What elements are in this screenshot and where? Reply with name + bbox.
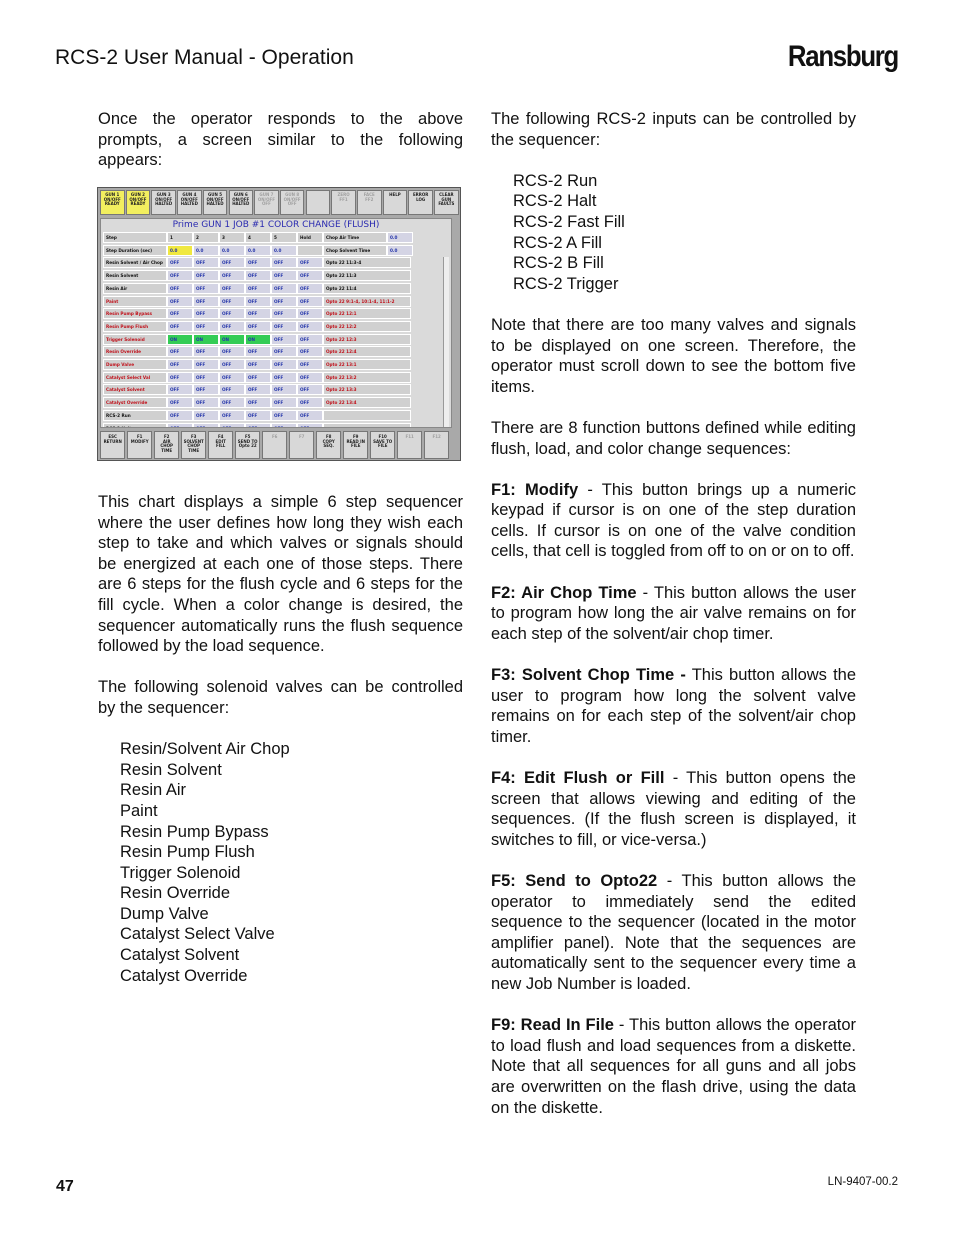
valve-state-cell[interactable]: OFF — [167, 308, 193, 319]
function-key-label: F9 — [352, 434, 359, 439]
valves-list — [120, 739, 463, 986]
valve-state-cell[interactable]: OFF — [245, 296, 271, 307]
f9-description — [491, 1015, 856, 1118]
toolbar-button-label: FAULTS — [438, 201, 455, 206]
valve-state-cell[interactable]: OFF — [297, 334, 323, 345]
function-key-button[interactable] — [289, 431, 314, 459]
function-key-label: FILE — [377, 443, 388, 448]
valve-item: Trigger Solenoid — [120, 863, 241, 882]
f2-description — [491, 583, 856, 645]
valve-state-cell[interactable]: OFF — [297, 283, 323, 294]
inputs-list — [513, 171, 856, 295]
toolbar-button-label: CLEAR — [439, 192, 454, 197]
row-label: Catalyst Override — [103, 397, 167, 408]
toolbar-button-label: ON/OFF — [257, 196, 275, 202]
grid-cell[interactable]: Chop Air Time — [323, 232, 387, 243]
valve-state-cell[interactable]: OFF — [167, 257, 193, 268]
toolbar-button[interactable] — [408, 190, 433, 215]
valve-state-cell[interactable]: ON — [245, 334, 271, 345]
valve-state-cell[interactable]: OFF — [297, 372, 323, 383]
row-label: Paint — [103, 296, 167, 307]
function-key-label: F6 — [271, 434, 278, 439]
function-key-label: EDIT — [215, 438, 226, 444]
function-key-label: CHOP — [160, 443, 173, 448]
function-key-label: Opto 22 — [238, 443, 257, 448]
toolbar-button-label: GUN 1 — [105, 192, 120, 197]
valve-state-cell[interactable]: OFF — [193, 359, 219, 370]
valve-state-cell[interactable]: OFF — [219, 372, 245, 383]
opto-address — [323, 410, 411, 421]
left-column-lower — [98, 492, 463, 1007]
f3-text: This button allows the user to program how long the solvent valve remains on for each step of the solvent/air chop timer. — [491, 666, 857, 746]
intro-paragraph: Once the operator responds to the above prompts, a screen similar to the following appears: — [98, 110, 463, 170]
f5-text: - This button allows the operator to immediately send the edited sequence to the sequencer (located in the motor amplifier panel). Note that the sequences are automatically sent to the sequencer every time a new Job Number is loaded. — [491, 871, 857, 993]
toolbar-button[interactable] — [151, 190, 176, 215]
f1-label: F1: Modify — [491, 480, 579, 499]
toolbar-button-label: ON/OFF — [180, 196, 198, 202]
valve-state-cell[interactable]: OFF — [167, 397, 193, 408]
row-label: Resin Solvent — [103, 270, 167, 281]
function-key-button[interactable] — [316, 431, 341, 459]
opto-address: Opto 22 12:2 — [323, 321, 411, 332]
valve-state-cell[interactable]: OFF — [219, 321, 245, 332]
valve-state-cell[interactable]: OFF — [271, 308, 297, 319]
valve-state-cell[interactable]: OFF — [245, 359, 271, 370]
toolbar-button-label: HALTED — [206, 201, 224, 206]
f2-label: F2: Air Chop Time — [491, 583, 637, 602]
toolbar-button-label: HALTED — [155, 201, 173, 206]
sequencer-grid — [100, 218, 452, 428]
toolbar-button[interactable] — [100, 190, 125, 215]
function-key-label: F5 — [244, 434, 251, 439]
toolbar-button-label: ZERO — [337, 192, 350, 197]
valve-state-cell[interactable]: OFF — [271, 372, 297, 383]
row-label: Resin Override — [103, 346, 167, 357]
valve-state-cell[interactable]: OFF — [219, 296, 245, 307]
row-label: Catalyst Select Val — [103, 372, 167, 383]
valve-state-cell[interactable]: OFF — [193, 283, 219, 294]
valve-item: Catalyst Select Valve — [120, 925, 275, 944]
function-key-label: F10 — [378, 434, 387, 439]
valve-state-cell[interactable]: OFF — [193, 397, 219, 408]
valve-state-cell[interactable]: ON — [167, 334, 193, 345]
function-key-label: F3 — [190, 434, 197, 439]
grid-cell[interactable]: 2 — [193, 232, 219, 243]
toolbar-button-label: LOG — [416, 196, 426, 202]
valve-state-cell[interactable]: OFF — [297, 384, 323, 395]
valve-item: Resin/Solvent Air Chop — [120, 740, 290, 759]
row-label: Resin Pump Bypass — [103, 308, 167, 319]
valve-item: Resin Solvent — [120, 760, 222, 779]
page-header-title: RCS-2 User Manual - Operation — [55, 46, 354, 69]
opto-address: Opto 22 12:4 — [323, 346, 411, 357]
grid-scrollbar[interactable] — [443, 257, 449, 428]
toolbar-button-label: GUN 5 — [208, 192, 223, 197]
valve-state-cell[interactable]: OFF — [271, 334, 297, 345]
valve-state-cell[interactable]: OFF — [297, 270, 323, 281]
valve-state-cell[interactable]: OFF — [167, 270, 193, 281]
valve-state-cell[interactable]: OFF — [193, 257, 219, 268]
toolbar-button[interactable] — [177, 190, 202, 215]
function-key-label: SEQ. — [323, 443, 334, 448]
row-label: RCS-2 Run — [103, 410, 167, 421]
function-key-label: COPY — [322, 438, 335, 444]
opto-address: Opto 22 9:1-4, 10:1-4, 11:1-2 — [323, 296, 411, 307]
f2-text: - This button allows the user to program how long the air valve remains on for each step of the solvent/air chop timer. — [491, 583, 856, 643]
f5-description — [491, 871, 856, 995]
row-label: RCS-2 Halt — [103, 423, 167, 429]
toolbar-button-label: FF1 — [339, 196, 348, 202]
function-key-label: SEND TO — [237, 438, 258, 444]
f1-description — [491, 480, 856, 562]
toolbar-button-label: ON/OFF — [103, 196, 121, 202]
toolbar-button-label: READY — [104, 201, 120, 206]
valve-state-cell[interactable]: ON — [219, 334, 245, 345]
toolbar-button-label: HELP — [389, 192, 401, 197]
valve-state-cell[interactable]: OFF — [297, 257, 323, 268]
opto-address: Opto 22 11:3-4 — [323, 257, 411, 268]
function-key-button[interactable] — [100, 431, 125, 459]
toolbar-button-label: GUN — [441, 196, 452, 202]
fkeys-intro: There are 8 function buttons defined while editing flush, load, and color change sequences: — [491, 418, 856, 458]
valve-state-cell[interactable]: OFF — [245, 384, 271, 395]
valve-state-cell[interactable]: OFF — [219, 308, 245, 319]
function-key-button[interactable] — [424, 431, 449, 459]
valve-state-cell[interactable]: OFF — [245, 283, 271, 294]
grid-cell[interactable]: Hold — [297, 232, 323, 243]
valve-state-cell[interactable]: OFF — [245, 397, 271, 408]
valve-state-cell[interactable]: OFF — [167, 321, 193, 332]
input-item: RCS-2 A Fill — [513, 233, 602, 252]
grid-cell[interactable]: 5 — [271, 232, 297, 243]
valve-state-cell[interactable]: OFF — [245, 372, 271, 383]
sequencer-title: Prime GUN 1 JOB #1 COLOR CHANGE (FLUSH) — [172, 220, 380, 230]
grid-cell[interactable] — [297, 245, 323, 256]
opto-address: Opto 22 13:4 — [323, 397, 411, 408]
function-key-label: MODIFY — [130, 438, 149, 444]
toolbar-button[interactable] — [203, 190, 228, 215]
valve-state-cell[interactable]: OFF — [245, 257, 271, 268]
valve-state-cell[interactable]: OFF — [271, 346, 297, 357]
function-key-label: ESC — [108, 434, 117, 439]
toolbar-button[interactable] — [280, 190, 305, 215]
valve-state-cell[interactable]: OFF — [271, 321, 297, 332]
valve-state-cell[interactable]: OFF — [167, 296, 193, 307]
valve-item: Catalyst Solvent — [120, 946, 240, 965]
page-number: 47 — [56, 1178, 74, 1195]
valve-state-cell[interactable]: OFF — [193, 308, 219, 319]
valve-state-cell[interactable]: OFF — [297, 296, 323, 307]
valve-state-cell[interactable]: OFF — [245, 410, 271, 421]
valve-state-cell[interactable]: OFF — [271, 384, 297, 395]
valve-state-cell[interactable]: OFF — [271, 283, 297, 294]
valve-state-cell[interactable]: OFF — [297, 321, 323, 332]
valve-item: Paint — [120, 801, 158, 820]
input-item: RCS-2 Trigger — [513, 274, 619, 293]
valve-state-cell[interactable]: OFF — [219, 270, 245, 281]
function-key-button[interactable] — [154, 431, 179, 459]
valve-state-cell[interactable]: OFF — [219, 423, 245, 429]
opto-address — [323, 423, 411, 429]
toolbar-button[interactable] — [383, 190, 408, 215]
grid-cell[interactable]: Chop Solvent Time — [323, 245, 387, 256]
function-key-label: TIME — [161, 447, 173, 453]
grid-cell[interactable]: 0.0 — [387, 232, 413, 243]
input-item: RCS-2 Fast Fill — [513, 212, 625, 231]
valve-state-cell[interactable]: OFF — [245, 423, 271, 429]
toolbar-button-label: ON/OFF — [155, 196, 173, 202]
toolbar-button[interactable] — [306, 190, 331, 215]
valve-state-cell[interactable]: OFF — [219, 257, 245, 268]
toolbar-button-label: GUN 6 — [233, 192, 248, 197]
toolbar-button-label: OFF — [287, 201, 297, 206]
function-key-button[interactable] — [397, 431, 422, 459]
toolbar-button[interactable] — [229, 190, 254, 215]
valve-state-cell[interactable]: OFF — [271, 296, 297, 307]
valve-item: Dump Valve — [120, 904, 209, 923]
toolbar-button[interactable] — [357, 190, 382, 215]
f3-label: F3: Solvent Chop Time - — [491, 666, 686, 685]
toolbar-button-label: ERROR — [412, 192, 429, 197]
function-key-label: F11 — [405, 434, 414, 439]
grid-cell: Step Duration (sec) — [103, 245, 167, 256]
function-key-button[interactable] — [235, 431, 260, 459]
grid-cell[interactable]: 0.0 — [167, 245, 193, 256]
toolbar-button-label: GUN 8 — [285, 192, 300, 197]
valve-state-cell[interactable]: OFF — [245, 346, 271, 357]
valve-state-cell[interactable]: OFF — [167, 384, 193, 395]
opto-address: Opto 22 13:2 — [323, 372, 411, 383]
function-key-label: F1 — [136, 434, 143, 439]
chart-description: This chart displays a simple 6 step sequencer where the user defines how long they wish each step to take and which valves or signals should be energized at each one of those steps. There are 6 steps for the flush cycle and 6 steps for the fill cycle. When a color change is desired, the sequencer automatically runs the flush sequence followed by the load sequence. — [98, 493, 463, 656]
toolbar-button-label: FACE — [363, 192, 375, 197]
toolbar-button-label: GUN 2 — [130, 192, 145, 197]
valve-state-cell[interactable]: OFF — [297, 423, 323, 429]
valve-state-cell[interactable]: OFF — [297, 359, 323, 370]
toolbar-button-label: GUN 3 — [156, 192, 171, 197]
document-id: LN-9407-00.2 — [827, 1176, 898, 1188]
function-key-label: SAVE TO — [373, 438, 393, 444]
valve-state-cell[interactable]: OFF — [193, 410, 219, 421]
toolbar-button[interactable] — [126, 190, 151, 215]
f9-text: - This button allows the operator to load flush and load sequences from a diskette. Note that all sequences for all guns and all jobs are overwritten on the flash drive, using the data on the diskette. — [491, 1016, 857, 1117]
toolbar-button-label: GUN 7 — [259, 192, 274, 197]
function-key-label: READ IN — [346, 438, 365, 444]
valve-item: Resin Air — [120, 781, 187, 800]
function-key-button[interactable] — [127, 431, 152, 459]
brand-logo: Ransburg — [787, 40, 898, 73]
toolbar-button-label: FF2 — [365, 196, 374, 202]
valve-state-cell[interactable]: OFF — [167, 372, 193, 383]
f1-text: - This button brings up a numeric keypad if cursor is on one of the step duration cells. If cursor is on one of the valve condition cells, that cell is toggled from off to on or on to off. — [491, 480, 856, 561]
grid-cell: Step — [103, 232, 167, 243]
function-key-label: SOLVENT — [183, 438, 204, 444]
toolbar-button-label: HALTED — [180, 201, 198, 206]
left-column — [98, 109, 463, 191]
valve-state-cell[interactable]: OFF — [219, 384, 245, 395]
valve-item: Resin Override — [120, 884, 231, 903]
function-key-button[interactable] — [370, 431, 395, 459]
function-key-button[interactable] — [343, 431, 368, 459]
f4-text: - This button opens the screen that allows viewing and editing of the sequences. (If the flush screen is displayed, it switches to fill, or vice-versa.) — [491, 769, 856, 849]
toolbar-button-label: ON/OFF — [206, 196, 224, 202]
grid-cell[interactable]: 0.0 — [245, 245, 271, 256]
valve-state-cell[interactable]: OFF — [193, 372, 219, 383]
valve-state-cell[interactable]: OFF — [271, 270, 297, 281]
f5-label: F5: Send to Opto22 — [491, 871, 658, 890]
valve-state-cell[interactable]: OFF — [167, 410, 193, 421]
function-key-label: F2 — [163, 434, 170, 439]
valve-state-cell[interactable]: OFF — [219, 397, 245, 408]
toolbar-button[interactable] — [331, 190, 356, 215]
function-key-label: F7 — [298, 434, 305, 439]
function-key-label: CHOP — [187, 443, 200, 448]
function-key-label: F4 — [217, 434, 224, 439]
row-label: Resin Solvent / Air Chop — [103, 257, 167, 268]
grid-cell[interactable]: 0.0 — [193, 245, 219, 256]
f9-label: F9: Read In File — [491, 1016, 614, 1035]
valve-state-cell[interactable]: OFF — [271, 397, 297, 408]
grid-cell[interactable]: 0.0 — [387, 245, 413, 256]
toolbar-button-label: ON/OFF — [129, 196, 147, 202]
valve-state-cell[interactable]: OFF — [193, 346, 219, 357]
valve-state-cell[interactable]: OFF — [193, 321, 219, 332]
valve-state-cell[interactable]: OFF — [219, 283, 245, 294]
valve-state-cell[interactable]: OFF — [297, 410, 323, 421]
grid-cell[interactable]: 0.0 — [219, 245, 245, 256]
valve-item: Resin Pump Flush — [120, 843, 255, 862]
opto-address: Opto 22 13:3 — [323, 384, 411, 395]
grid-cell[interactable]: 3 — [219, 232, 245, 243]
input-item: RCS-2 Halt — [513, 192, 597, 211]
valve-item: Catalyst Override — [120, 966, 248, 985]
row-label: Resin Air — [103, 283, 167, 294]
valve-state-cell[interactable]: OFF — [193, 296, 219, 307]
opto-address: Opto 22 12:1 — [323, 308, 411, 319]
input-item: RCS-2 Run — [513, 171, 598, 190]
valve-state-cell[interactable]: OFF — [297, 308, 323, 319]
function-key-label: RETURN — [103, 438, 122, 444]
valve-state-cell[interactable]: OFF — [167, 359, 193, 370]
function-key-label: FILE — [350, 443, 361, 448]
valve-state-cell[interactable]: OFF — [271, 359, 297, 370]
toolbar-button-label: READY — [130, 201, 146, 206]
toolbar-button-label: ON/OFF — [283, 196, 301, 202]
scroll-note: Note that there are too many valves and signals to be displayed on one screen. Therefore, the operator must scroll down to see the bottom five items. — [491, 315, 856, 396]
valve-state-cell[interactable]: OFF — [167, 423, 193, 429]
row-label: Catalyst Solvent — [103, 384, 167, 395]
opto-address: Opto 22 11:4 — [323, 283, 411, 294]
valve-state-cell[interactable]: OFF — [245, 270, 271, 281]
function-key-label: AIR — [162, 438, 171, 444]
toolbar-button-label: OFF — [262, 201, 271, 206]
f4-description — [491, 768, 856, 850]
valve-state-cell[interactable]: OFF — [271, 410, 297, 421]
toolbar-button-label: ON/OFF — [232, 196, 250, 202]
f3-description — [491, 665, 856, 747]
valve-state-cell[interactable]: OFF — [297, 397, 323, 408]
function-key-label: F8 — [325, 434, 332, 439]
toolbar-button-label: GUN 4 — [182, 192, 197, 197]
function-key-label: TIME — [188, 447, 200, 453]
valve-state-cell[interactable]: OFF — [271, 423, 297, 429]
valve-state-cell[interactable]: OFF — [219, 359, 245, 370]
function-key-button[interactable] — [262, 431, 287, 459]
inputs-intro: The following RCS-2 inputs can be controlled by the sequencer: — [491, 110, 856, 149]
grid-cell[interactable]: 0.0 — [271, 245, 297, 256]
right-column — [491, 109, 856, 1139]
valve-item: Resin Pump Bypass — [120, 822, 269, 841]
valve-state-cell[interactable]: OFF — [297, 346, 323, 357]
row-label: Resin Pump Flush — [103, 321, 167, 332]
valve-state-cell[interactable]: OFF — [193, 270, 219, 281]
function-key-button[interactable] — [181, 431, 206, 459]
sequencer-screenshot — [97, 187, 461, 461]
grid-cell[interactable]: 4 — [245, 232, 271, 243]
toolbar-button-label: HALTED — [232, 201, 250, 206]
function-key-button[interactable] — [208, 431, 233, 459]
valve-state-cell[interactable]: OFF — [193, 384, 219, 395]
valve-state-cell[interactable]: OFF — [219, 410, 245, 421]
toolbar-button[interactable] — [254, 190, 279, 215]
valve-state-cell[interactable]: OFF — [245, 308, 271, 319]
valve-state-cell[interactable]: OFF — [167, 283, 193, 294]
valve-state-cell[interactable]: OFF — [271, 257, 297, 268]
opto-address: Opto 22 13:1 — [323, 359, 411, 370]
row-label: Trigger Solenoid — [103, 334, 167, 345]
valve-state-cell[interactable]: OFF — [245, 321, 271, 332]
function-key-label: FILL — [216, 443, 226, 448]
f4-label: F4: Edit Flush or Fill — [491, 769, 665, 787]
toolbar-button[interactable] — [434, 190, 459, 215]
grid-cell[interactable]: 1 — [167, 232, 193, 243]
function-key-label: F12 — [432, 434, 441, 439]
valve-state-cell[interactable]: OFF — [193, 423, 219, 429]
opto-address: Opto 22 11:3 — [323, 270, 411, 281]
valves-intro: The following solenoid valves can be controlled by the sequencer: — [98, 678, 463, 717]
opto-address: Opto 22 12:3 — [323, 334, 411, 345]
valve-state-cell[interactable]: OFF — [167, 346, 193, 357]
valve-state-cell[interactable]: ON — [193, 334, 219, 345]
row-label: Dump Valve — [103, 359, 167, 370]
valve-state-cell[interactable]: OFF — [219, 346, 245, 357]
input-item: RCS-2 B Fill — [513, 254, 604, 273]
